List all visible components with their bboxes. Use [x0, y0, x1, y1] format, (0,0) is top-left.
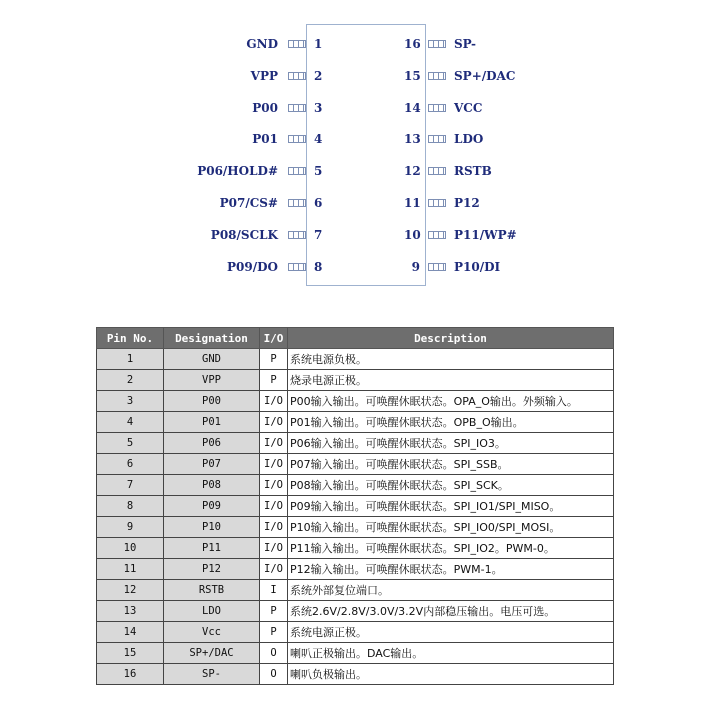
table-row [97, 580, 614, 601]
cell-designation: SP+/DAC [164, 643, 260, 664]
cell-designation: P10 [164, 517, 260, 538]
cell-description: P11输入输出。可唤醒休眠状态。SPI_IO2。PWM-0。 [288, 538, 614, 559]
cell-pin-no: 15 [97, 643, 164, 664]
table-row [97, 370, 614, 391]
pin-lead [288, 263, 306, 271]
pin-number: 14 [404, 100, 421, 115]
table-row [97, 412, 614, 433]
cell-io: P [260, 349, 288, 370]
cell-pin-no: 12 [97, 580, 164, 601]
pin-label: P00 [252, 100, 278, 115]
table-row [97, 601, 614, 622]
pin-10 [400, 227, 530, 243]
pin-7 [190, 227, 326, 243]
cell-description: 烧录电源正极。 [288, 370, 614, 391]
cell-designation: P01 [164, 412, 260, 433]
cell-designation: SP- [164, 664, 260, 685]
cell-pin-no: 5 [97, 433, 164, 454]
pin-1 [190, 36, 326, 52]
pin-4 [190, 131, 326, 147]
table-row [97, 643, 614, 664]
pin-label: RSTB [454, 164, 492, 179]
cell-io: I [260, 580, 288, 601]
cell-description: P12输入输出。可唤醒休眠状态。PWM-1。 [288, 559, 614, 580]
table-row [97, 622, 614, 643]
pin-label: P06/HOLD# [197, 164, 278, 179]
header-description: Description [288, 328, 614, 349]
table-row [97, 475, 614, 496]
cell-pin-no: 14 [97, 622, 164, 643]
cell-io: I/O [260, 391, 288, 412]
pin-label: SP- [454, 37, 477, 51]
cell-io: I/O [260, 475, 288, 496]
cell-description: 系统2.6V/2.8V/3.0V/3.2V内部稳压输出。电压可选。 [288, 601, 614, 622]
pin-lead [288, 231, 306, 239]
cell-pin-no: 3 [97, 391, 164, 412]
pin-number: 8 [314, 259, 323, 274]
pin-number: 9 [411, 259, 420, 274]
cell-designation: Vcc [164, 622, 260, 643]
pin-6 [190, 195, 326, 211]
cell-description: 系统电源正极。 [288, 622, 614, 643]
table-row [97, 349, 614, 370]
table-row [97, 559, 614, 580]
cell-pin-no: 13 [97, 601, 164, 622]
table-row [97, 433, 614, 454]
cell-designation: P09 [164, 496, 260, 517]
header-io: I/O [260, 328, 288, 349]
table-body [97, 349, 614, 685]
cell-io: I/O [260, 454, 288, 475]
pin-lead [288, 199, 306, 207]
pin-14 [400, 100, 530, 116]
pin-label: P12 [454, 196, 480, 210]
cell-description: P07输入输出。可唤醒休眠状态。SPI_SSB。 [288, 454, 614, 475]
pin-5 [190, 163, 326, 179]
pin-description-table [96, 327, 614, 685]
cell-io: I/O [260, 496, 288, 517]
pin-3 [190, 100, 326, 116]
pin-lead [288, 104, 306, 112]
cell-io: P [260, 601, 288, 622]
cell-io: P [260, 622, 288, 643]
cell-pin-no: 7 [97, 475, 164, 496]
cell-pin-no: 1 [97, 349, 164, 370]
pin-16 [400, 36, 530, 52]
pin-number: 7 [314, 227, 323, 242]
pin-label: P11/WP# [454, 227, 517, 242]
pin-lead [428, 72, 446, 80]
pin-8 [190, 259, 326, 275]
cell-pin-no: 4 [97, 412, 164, 433]
pin-lead [428, 104, 446, 112]
pin-label: P07/CS# [219, 196, 278, 210]
pin-15 [400, 68, 530, 84]
pin-number: 15 [404, 68, 421, 83]
pin-number: 3 [314, 100, 323, 115]
pin-number: 2 [314, 68, 323, 83]
pin-lead [428, 199, 446, 207]
pin-lead [288, 135, 306, 143]
cell-designation: P00 [164, 391, 260, 412]
cell-designation: P12 [164, 559, 260, 580]
cell-description: 喇叭负极输出。 [288, 664, 614, 685]
cell-description: 系统电源负极。 [288, 349, 614, 370]
table-row [97, 664, 614, 685]
table-row [97, 517, 614, 538]
cell-description: P06输入输出。可唤醒休眠状态。SPI_IO3。 [288, 433, 614, 454]
pin-label: VPP [250, 68, 278, 83]
cell-designation: VPP [164, 370, 260, 391]
cell-io: I/O [260, 559, 288, 580]
cell-pin-no: 6 [97, 454, 164, 475]
table-header-row [97, 328, 614, 349]
cell-description: 喇叭正极输出。DAC输出。 [288, 643, 614, 664]
pin-13 [400, 131, 530, 147]
cell-description: P09输入输出。可唤醒休眠状态。SPI_IO1/SPI_MISO。 [288, 496, 614, 517]
pin-12 [400, 163, 530, 179]
pin-lead [288, 72, 306, 80]
cell-designation: P07 [164, 454, 260, 475]
cell-description: 系统外部复位端口。 [288, 580, 614, 601]
pin-number: 13 [404, 132, 421, 147]
cell-io: I/O [260, 517, 288, 538]
pin-label: P08/SCLK [210, 227, 278, 242]
cell-pin-no: 10 [97, 538, 164, 559]
pin-number: 11 [404, 196, 421, 210]
cell-pin-no: 11 [97, 559, 164, 580]
cell-description: P01输入输出。可唤醒休眠状态。OPB_O输出。 [288, 412, 614, 433]
cell-pin-no: 16 [97, 664, 164, 685]
pin-lead [428, 40, 446, 48]
cell-pin-no: 2 [97, 370, 164, 391]
header-pin-no: Pin No. [97, 328, 164, 349]
pin-label: P01 [252, 132, 278, 147]
table-row [97, 454, 614, 475]
pin-number: 12 [404, 164, 421, 179]
pin-lead [428, 167, 446, 175]
cell-io: O [260, 643, 288, 664]
pin-number: 6 [314, 196, 323, 210]
pin-number: 4 [314, 132, 323, 147]
pin-lead [428, 135, 446, 143]
pin-lead [428, 231, 446, 239]
pin-label: GND [246, 37, 278, 51]
cell-designation: P11 [164, 538, 260, 559]
pin-label: LDO [454, 132, 484, 147]
cell-description: P10输入输出。可唤醒休眠状态。SPI_IO0/SPI_MOSI。 [288, 517, 614, 538]
chip-body [306, 24, 426, 286]
pin-lead [288, 40, 306, 48]
cell-designation: P06 [164, 433, 260, 454]
pin-number: 1 [314, 37, 323, 51]
pin-number: 5 [314, 164, 323, 179]
pin-number: 16 [404, 37, 421, 51]
cell-designation: GND [164, 349, 260, 370]
pin-label: P10/DI [454, 259, 501, 274]
cell-designation: LDO [164, 601, 260, 622]
pin-11 [400, 195, 530, 211]
pin-label: SP+/DAC [454, 68, 516, 83]
cell-designation: RSTB [164, 580, 260, 601]
cell-io: P [260, 370, 288, 391]
pin-label: VCC [454, 100, 483, 115]
cell-io: I/O [260, 412, 288, 433]
table-row [97, 391, 614, 412]
cell-io: I/O [260, 538, 288, 559]
pin-9 [400, 259, 530, 275]
cell-description: P00输入输出。可唤醒休眠状态。OPA_O输出。外频输入。 [288, 391, 614, 412]
pin-number: 10 [404, 227, 421, 242]
pin-lead [428, 263, 446, 271]
cell-io: I/O [260, 433, 288, 454]
cell-designation: P08 [164, 475, 260, 496]
header-designation: Designation [164, 328, 260, 349]
cell-pin-no: 9 [97, 517, 164, 538]
pin-lead [288, 167, 306, 175]
cell-description: P08输入输出。可唤醒休眠状态。SPI_SCK。 [288, 475, 614, 496]
table-row [97, 538, 614, 559]
pin-2 [190, 68, 326, 84]
cell-io: O [260, 664, 288, 685]
pin-label: P09/DO [227, 259, 278, 274]
table-row [97, 496, 614, 517]
cell-pin-no: 8 [97, 496, 164, 517]
